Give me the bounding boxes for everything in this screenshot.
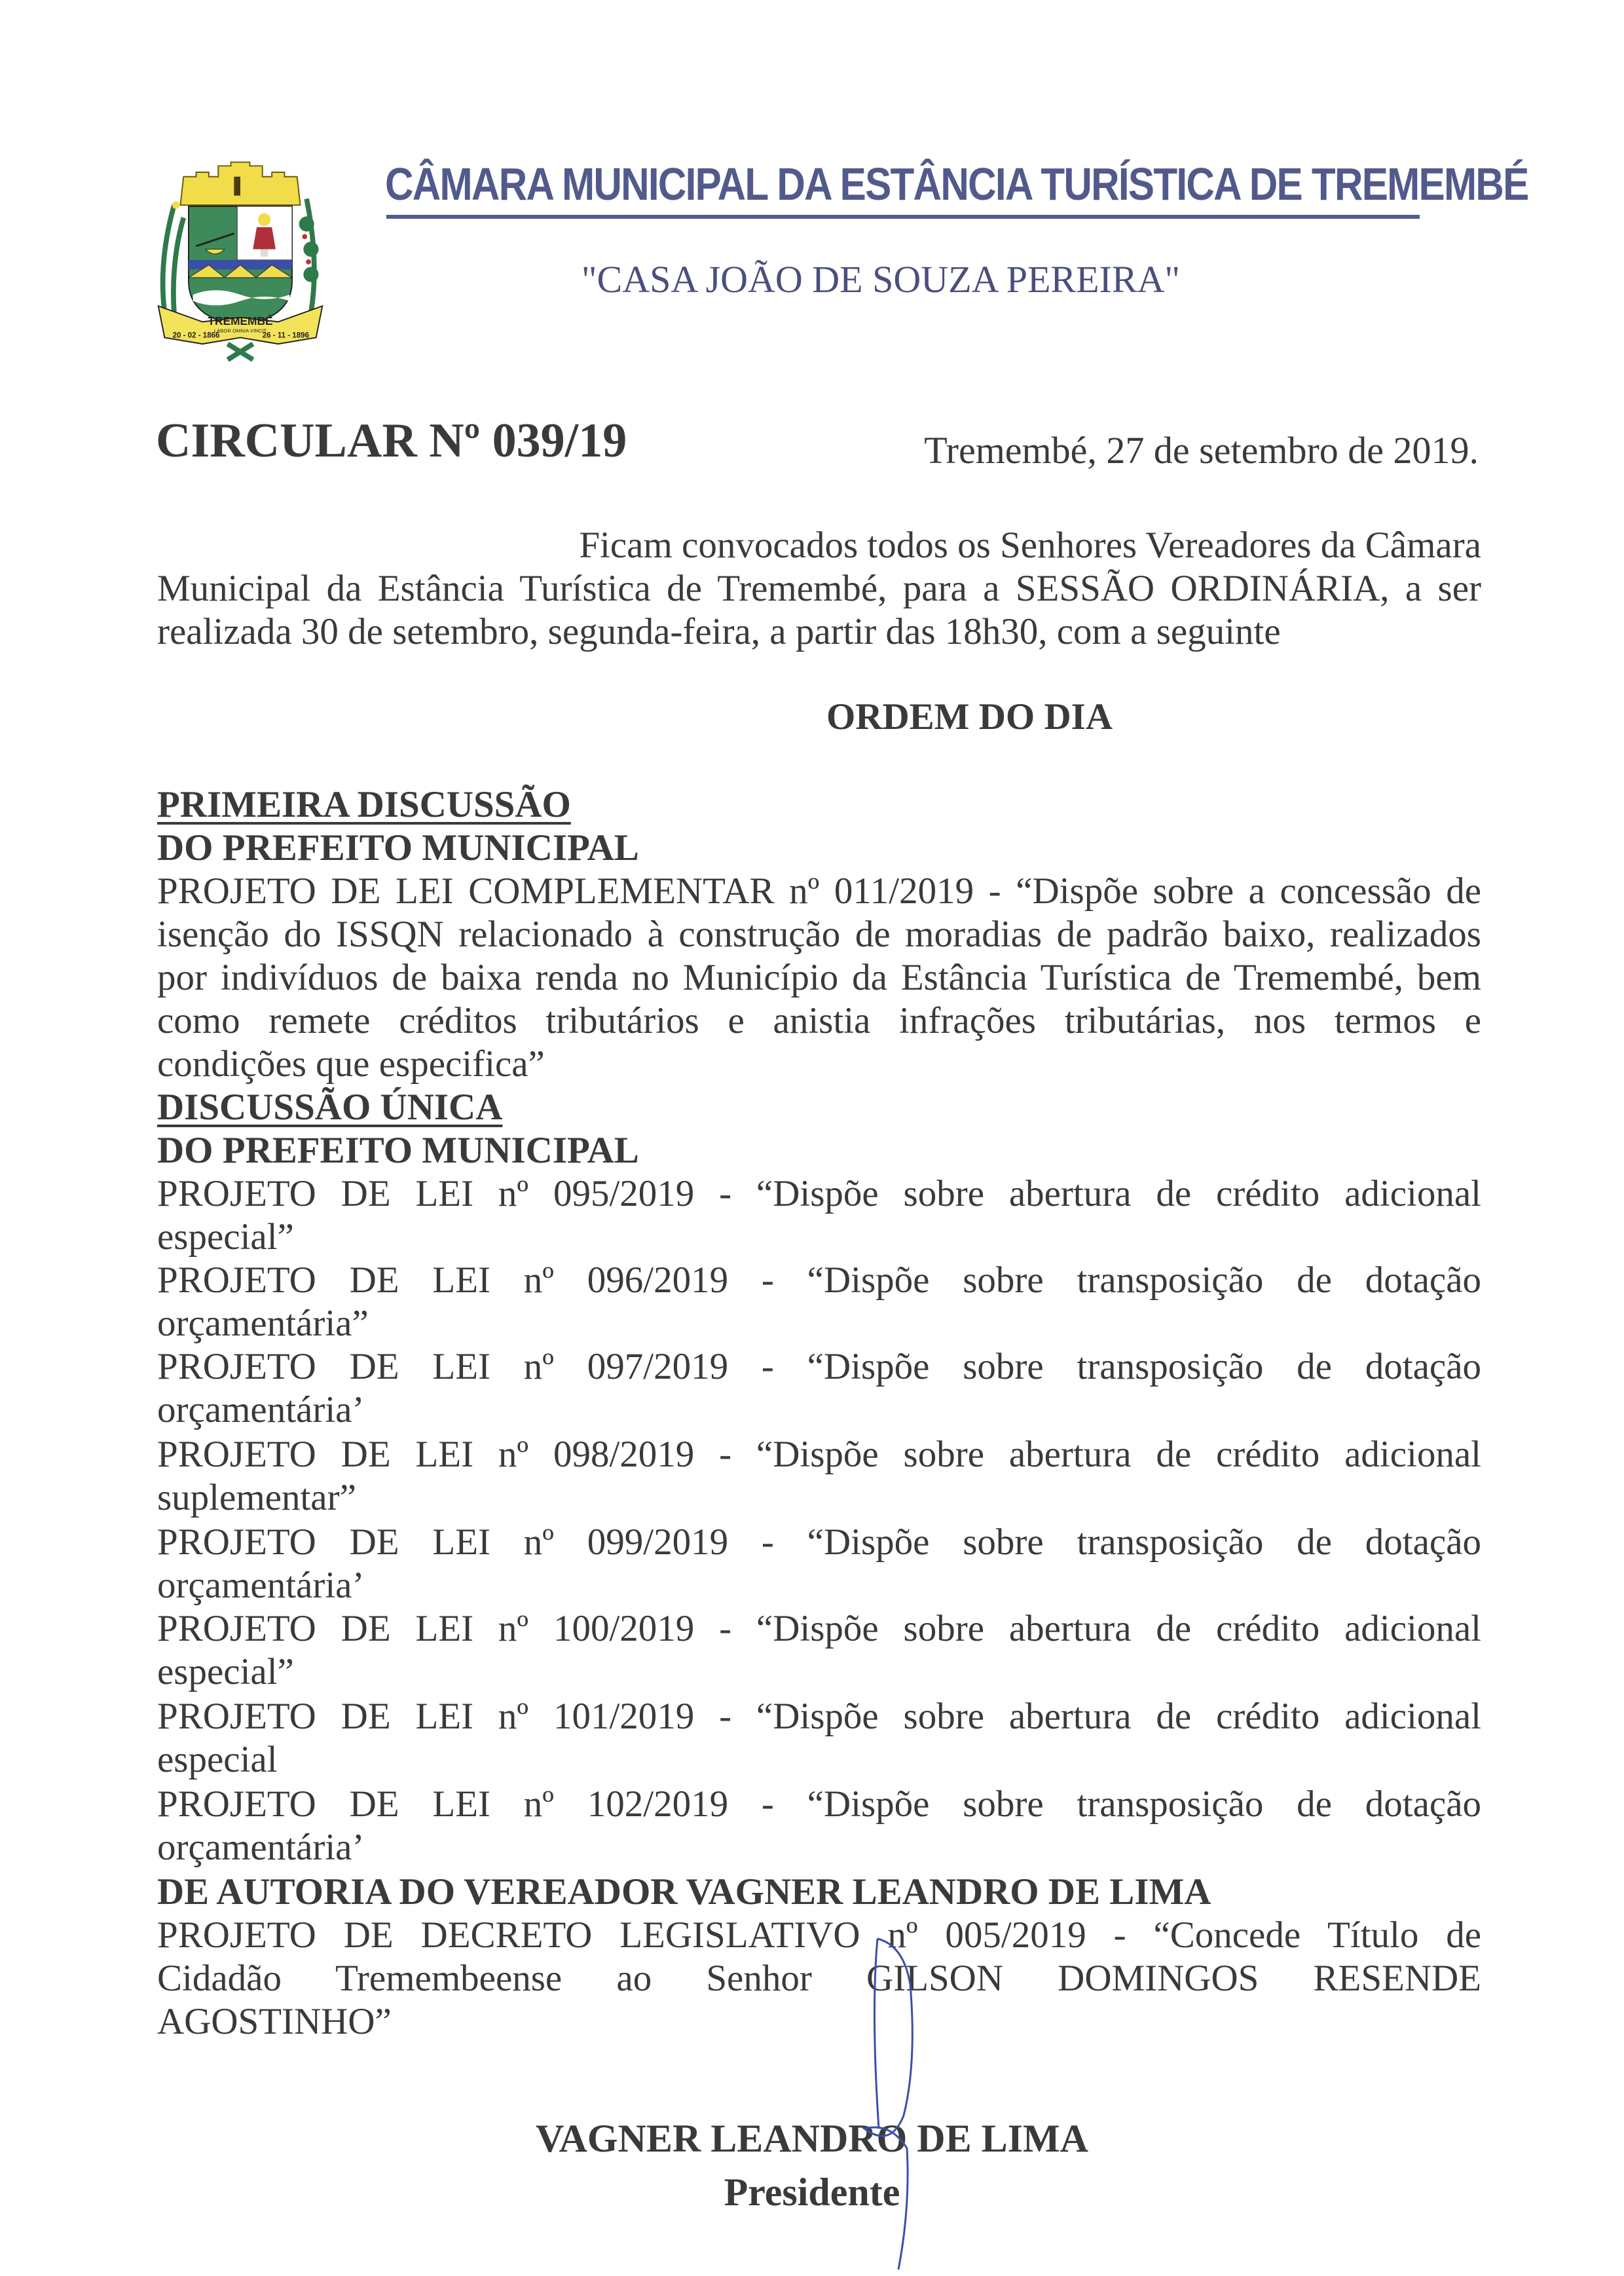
bill-096-line-2: orçamentária” xyxy=(157,1303,369,1344)
svg-text:26 - 11 - 1896: 26 - 11 - 1896 xyxy=(262,331,310,340)
bill-099-line-1: PROJETO DE LEI nº 099/2019 - “Dispõe sobre transposição de dotação xyxy=(157,1521,1481,1563)
house-name-text: "CASA JOÃO DE SOUZA PEREIRA" xyxy=(581,258,1181,301)
bill-096-line-1: PROJETO DE LEI nº 096/2019 - “Dispõe sobre transposição de dotação xyxy=(157,1259,1481,1301)
bill-102-line-2: orçamentária’ xyxy=(157,1827,365,1868)
intro-line-1: Ficam convocados todos os Senhores Vereadores da Câmara xyxy=(579,525,1481,566)
bill-100-line-2: especial” xyxy=(157,1651,294,1692)
bill-101-line-2: especial xyxy=(157,1739,278,1780)
bill-097-line-2: orçamentária’ xyxy=(157,1389,365,1430)
decree-line-3: AGOSTINHO” xyxy=(157,2001,392,2042)
house-name xyxy=(0,257,1624,303)
bill-099-line-2: orçamentária’ xyxy=(157,1565,365,1606)
decree-line-1: PROJETO DE DECRETO LEGISLATIVO nº 005/2019 - “Concede Título de xyxy=(157,1914,1481,1956)
circular-date: Tremembé, 27 de setembro de 2019. xyxy=(924,429,1479,472)
bill-line: isenção do ISSQN relacionado à construção de moradias de padrão baixo, realizados xyxy=(157,914,1481,955)
bill-line: por indivíduos de baixa renda no Município da Estância Turística de Tremembé, bem xyxy=(157,957,1481,998)
svg-text:LABOR OMNIA VINCIT: LABOR OMNIA VINCIT xyxy=(213,327,267,334)
section-author: DO PREFEITO MUNICIPAL xyxy=(157,827,639,868)
section-author-councilman: DE AUTORIA DO VEREADOR VAGNER LEANDRO DE LIMA xyxy=(157,1871,1211,1912)
bill-098-line-1: PROJETO DE LEI nº 098/2019 - “Dispõe sobre abertura de crédito adicional xyxy=(157,1434,1481,1475)
bill-095-line-2: especial” xyxy=(157,1216,294,1258)
section-heading-single-discussion: DISCUSSÃO ÚNICA xyxy=(157,1087,503,1128)
bill-101-line-1: PROJETO DE LEI nº 101/2019 - “Dispõe sobre abertura de crédito adicional xyxy=(157,1696,1481,1737)
title-underline xyxy=(386,215,1420,219)
bill-095-line-1: PROJETO DE LEI nº 095/2019 - “Dispõe sobre abertura de crédito adicional xyxy=(157,1173,1481,1214)
svg-text:20 - 02 - 1866: 20 - 02 - 1866 xyxy=(172,331,220,340)
signatory-role: Presidente xyxy=(724,2171,900,2214)
svg-text:TREMEMBÉ: TREMEMBÉ xyxy=(208,314,273,328)
handwritten-signature-icon xyxy=(851,1932,943,2273)
agenda-title: ORDEM DO DIA xyxy=(826,696,1113,737)
section-heading-first-discussion: PRIMEIRA DISCUSSÃO xyxy=(157,784,571,825)
decree-line-2: Cidadão Tremembeense ao Senhor GILSON DOMINGOS RESENDE xyxy=(157,1958,1481,1999)
intro-line-3: realizada 30 de setembro, segunda-feira, a partir das 18h30, com a seguinte xyxy=(157,611,1281,652)
bill-line: como remete créditos tributários e anistia infrações tributárias, nos termos e xyxy=(157,1000,1481,1041)
bill-line: condições que especifica” xyxy=(157,1043,545,1085)
bill-097-line-1: PROJETO DE LEI nº 097/2019 - “Dispõe sobre transposição de dotação xyxy=(157,1346,1481,1387)
bill-100-line-1: PROJETO DE LEI nº 100/2019 - “Dispõe sobre abertura de crédito adicional xyxy=(157,1608,1481,1649)
bill-102-line-1: PROJETO DE LEI nº 102/2019 - “Dispõe sobre transposição de dotação xyxy=(157,1783,1481,1825)
organization-title: CÂMARA MUNICIPAL DA ESTÂNCIA TURÍSTICA DE TREMEMBÉ xyxy=(385,159,1528,210)
intro-line-2: Municipal da Estância Turística de Tremembé, para a SESSÃO ORDINÁRIA, a ser xyxy=(157,568,1481,609)
circular-number: CIRCULAR Nº 039/19 xyxy=(156,414,627,468)
bill-line: PROJETO DE LEI COMPLEMENTAR nº 011/2019 - “Dispõe sobre a concessão de xyxy=(157,870,1481,912)
section-author: DO PREFEITO MUNICIPAL xyxy=(157,1130,639,1171)
bill-098-line-2: suplementar” xyxy=(157,1477,356,1518)
signatory-name: VAGNER LEANDRO DE LIMA xyxy=(536,2117,1088,2160)
